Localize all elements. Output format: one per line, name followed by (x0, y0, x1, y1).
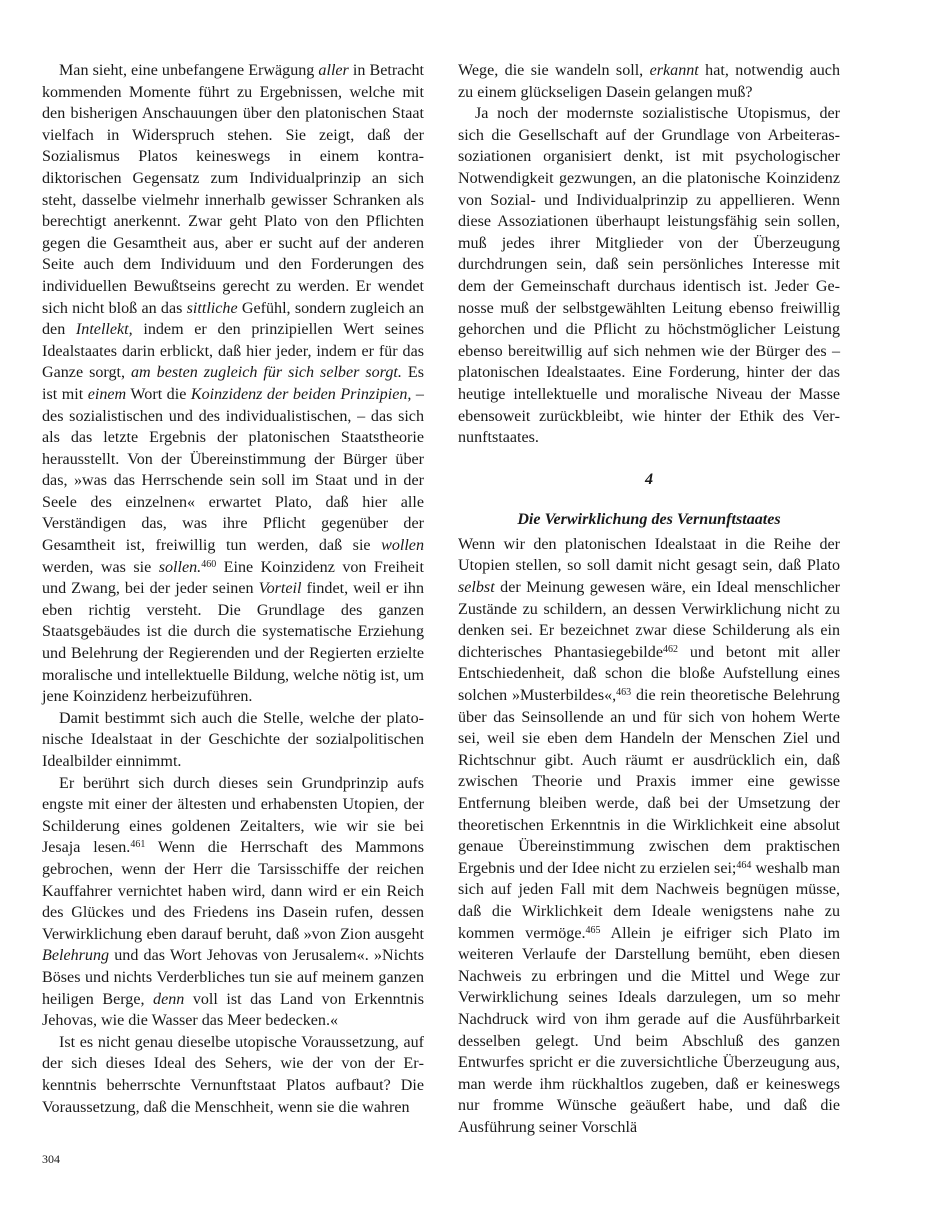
emphasis: sittliche (186, 299, 238, 317)
page-number: 304 (42, 1152, 60, 1166)
footnote-ref: 463 (616, 687, 632, 699)
footnote-ref: 460 (201, 558, 217, 570)
paragraph-p7: Wenn wir den platonischen Idealstaat in die Reihe der Utopien stellen, so soll damit nicht gesagt sein, daß Plato selbst der Meinung gewesen wäre, ein Ideal menschlicher Zustände zu schildern, an dessen Verwirklichung nicht zu denken sei. Er bezeichnet zwar diese Schilderung als ein dichterisches Phantasiegebilde$^{462}$ und betont mit aller Entschiedenheit, daß schon die bloße Aufstellung eines solchen »Musterbildes«,$^{463}$ die rein theoretische Belehrung über das Seinsollende an und für sich von hohem Werte sei, weil sie eben dem Handeln der Menschen Ziel und Richtschnur gibt. Auch räumt er ausdrücklich ein, daß zwischen Theorie und Praxis immer eine gewisse Entfernung bleiben werde, daß bei der Umsetzung der theoretischen Erkenntnis in die Wirklichkeit eine absolut genaue Übereinstimmung zwischen dem praktischen Ergebnis und der Idee nicht zu erzielen sei;$^{464}$ weshalb man sich auf jeden Fall mit dem Nachweis begnügen müsse, daß die Wirklichkeit dem Ideale wenigstens nahe zu kommen vermöge.$^{465}$ Allein je eifriger sich Plato im weiteren Verlaufe der Darstellung bemüht, eben diesen Nachweis zu erbringen und die Mittel und Wege zur Verwirklichung seines Ideals darzulegen, um so mehr Nachdruck wird von ihm gerade auf die Ausführbarkeit desselben gelegt. Und beim Abschluß des ganzen Entwurfes spricht er die zuversichtliche Überzeugung aus, man werde ihm rückhaltlos zugeben, daß er keineswegs nur fromme Wünsche geäußert habe, und daß die Ausführung seiner Vorschlä (458, 535, 841, 1136)
left-column (42, 60, 424, 1118)
section-title: Die Verwirklichung des Vernunftstaates (517, 511, 781, 529)
emphasis: aller (318, 62, 349, 79)
paragraph-p5: Wege, die sie wandeln soll, erkannt hat, notwendig auch zu einem glückseligen Dasein gelangen muß? (458, 62, 840, 101)
emphasis: Koinzidenz der beiden Prinzipien, (190, 385, 412, 403)
footnote-ref: 464 (736, 859, 752, 871)
paragraph-p4: Ist es nicht genau dieselbe utopische Voraussetzung, auf der sich dieses Ideal des Sehers, wie der von der Erkenntnis beherrschte Vernunftstaat Platos aufbaut? Die Voraussetzung, daß die Menschheit, wenn sie die wahren (42, 1033, 424, 1116)
paragraph-p6: Ja noch der modernste sozialistische Utopismus, der sich die Gesellschaft auf der Grundlage von Arbeiterassoziationen organisiert denkt, ist mit psychologischer Notwendigkeit gezwungen, an die platonische Koinzidenz von Sozial- und Individualprinzip zu appellieren. Wenn diese Assoziationen überhaupt leistungsfähig sein sollen, muß jedes ihrer Mitglieder von der Überzeugung durchdrungen sein, daß sein persönliches Interesse mit dem der Gemeinschaft durchaus identisch ist. Jeder Genosse muß der selbstgewählten Leitung ebenso freiwillig gehorchen und die Pflicht zu höchstmöglicher Leistung ebenso bereitwillig auf sich nehmen wie der Bürger des – platonischen Idealstaates. Eine Forderung, hinter der das heutige intellektuelle und moralische Niveau der Masse ebensoweit zurückbleibt, wie hinter der Ethik des Vernunftstaates. (458, 105, 840, 447)
emphasis: Belehrung (42, 947, 110, 965)
section-number: 4 (644, 470, 654, 488)
emphasis: Vorteil (258, 580, 302, 598)
paragraph-p1: Man sieht, eine unbefangene Erwägung aller in Betracht kommenden Momente führt zu Ergebnissen, welche mit den bisherigen Anschauungen über den platonischen Staat vielfach in Widerspruch stehen. Sie zeigt, daß der Sozialismus Platos keineswegs in einem kontradiktorischen Gegensatz zum Individualprinzip an sich steht, dasselbe vielmehr innerhalb gewisser Schranken als berechtigt anerkennt. Zwar geht Plato von den Pflichten gegen die Gesamtheit aus, aber er sucht auf der anderen Seite auch dem Individuum und den Forderungen des individuellen Bewußtseins gerecht zu werden. Er wendet sich nicht bloß an das sittliche Gefühl, sondern zugleich an den Intellekt, indem er den prinzipiellen Wert seines Idealstaates darin erblickt, daß hier jeder, indem er für das Ganze sorgt, am besten zugleich für sich selber sorgt. Es ist mit einem Wort die Koinzidenz der beiden Prinzipien, – des sozialistischen und des individualistischen, – das sich als das letzte Ergebnis der platonischen Staatstheorie herausstellt. Von der Übereinstimmung der Bürger über das, »was das Herrschende sein soll im Staat und in der Seele des einzelnen« erwartet Plato, daß hier alle Verständigen das, was ihre Pflicht gegenüber der Gesamtheit ist, freiwillig tun werden, daß sie wollen werden, was sie sollen.$^{460}$ Eine Koinzidenz von Freiheit und Zwang, bei der jeder seinen Vorteil findet, weil er ihn eben richtig versteht. Die Grundlage des ganzen Staatsgebäudes ist die durch die systematische Erziehung und Belehrung der Regierenden und der Regierten erzielte moralische und intellektuelle Bildung, welche nötig ist, um jene Koinzidenz herbeizuführen. (42, 62, 424, 706)
emphasis: wollen (381, 537, 424, 555)
footnote-ref: 465 (585, 924, 601, 936)
emphasis: selbst (458, 579, 495, 597)
emphasis: einem (87, 385, 127, 403)
emphasis: denn (153, 990, 185, 1008)
emphasis: am besten zugleich für sich selber sorgt. (131, 364, 402, 382)
right-column-bottom (458, 534, 840, 1139)
emphasis: sollen. (158, 558, 202, 576)
right-column-top (458, 60, 840, 449)
right-column (458, 60, 840, 1139)
emphasis: erkannt (649, 62, 699, 79)
emphasis: Intellekt, (75, 321, 133, 339)
footnote-ref: 461 (130, 839, 146, 851)
footnote-ref: 462 (662, 643, 678, 655)
paragraph-p3: Er berührt sich durch dieses sein Grundprinzip aufs engste mit einer der ältesten und erhabensten Utopien, der Schilderung eines goldenen Zeitalters, wie wir sie bei Jesaja lesen.$^{461}$ Wenn die Herrschaft des Mammons gebrochen, wenn der Herr die Tarsisschiffe der reichen Kauffahrer vernichtet haben wird, dann wird er ein Reich des Glückes und des Friedens ins Dasein rufen, dessen Verwirklichung eben darauf beruht, daß »von Zion ausgeht Belehrung und das Wort Jehovas von Jerusalem«. »Nichts Böses und nichts Verderbliches tun sie auf meinem ganzen heiligen Berge, denn voll ist das Land von Erkenntnis Jehovas, wie die Wasser das Meer bedecken.« (42, 774, 424, 1030)
paragraph-p2: Damit bestimmt sich auch die Stelle, welche der platonische Idealstaat in der Geschichte der sozialpolitischen Idealbilder einnimmt. (42, 709, 424, 770)
